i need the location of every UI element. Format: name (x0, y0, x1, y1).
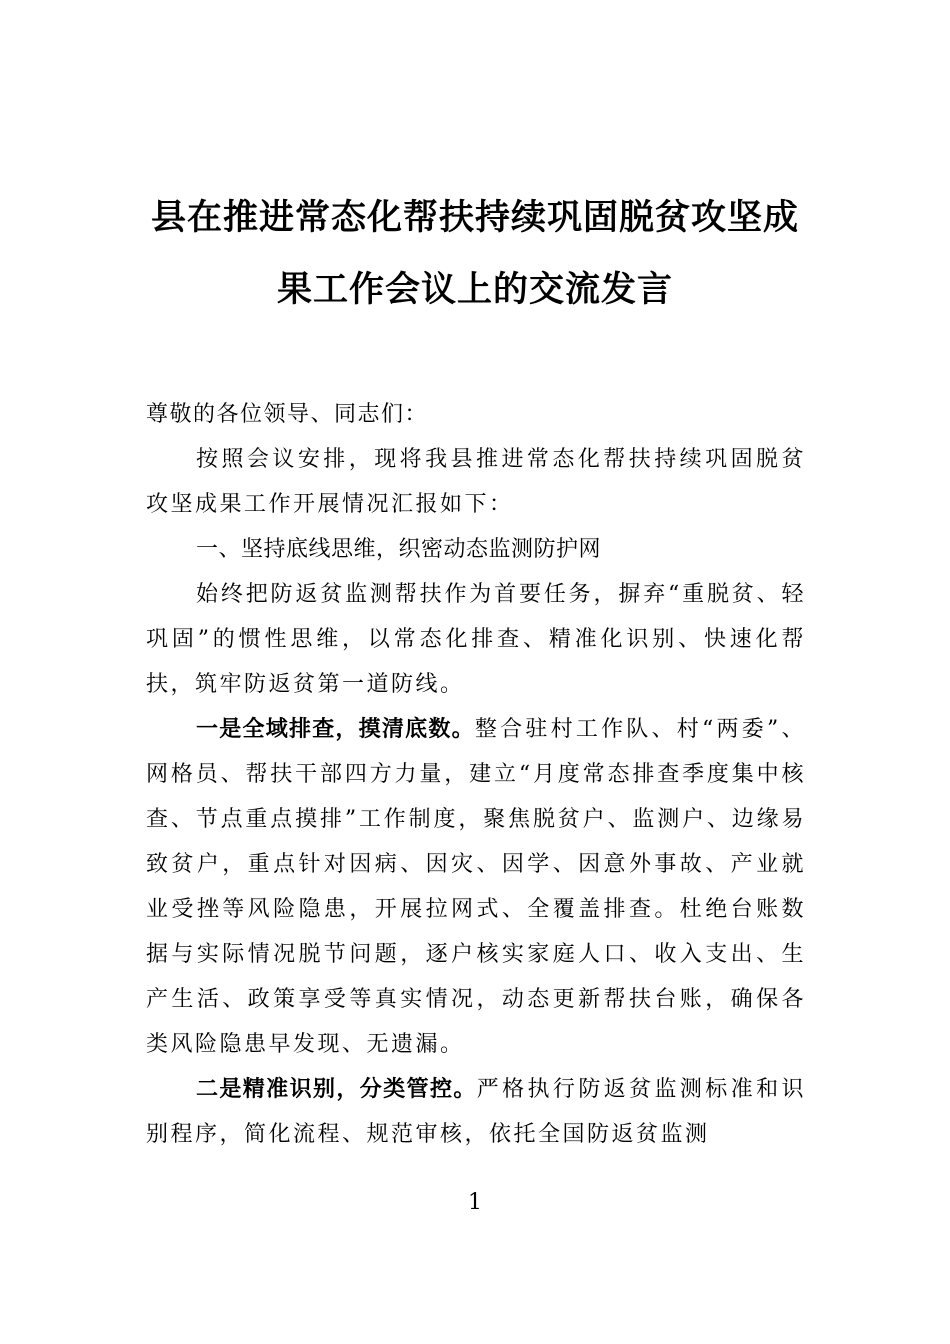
point-2-paragraph (146, 1067, 806, 1157)
intro-paragraph: 按照会议安排，现将我县推进常态化帮扶持续巩固脱贫攻坚成果工作开展情况汇报如下： (146, 447, 806, 517)
point-1-lead: 一是全域排查，摸清底数。 (196, 717, 475, 742)
point-2-lead: 二是精准识别，分类管控。 (196, 1077, 477, 1102)
section-1-paragraph: 始终把防返贫监测帮扶作为首要任务，摒弃“重脱贫、轻巩固”的惯性思维，以常态化排查、精准化识别、快速化帮扶，筑牢防返贫第一道防线。 (146, 582, 806, 697)
point-1-text: 整合驻村工作队、村“两委”、网格员、帮扶干部四方力量，建立“月度常态排查季度集中核查、节点重点摸排”工作制度，聚焦脱贫户、监测户、边缘易致贫户，重点针对因病、因灾、因学、因意外事故、产业就业受挫等风险隐患，开展拉网式、全覆盖排查。杜绝台账数据与实际情况脱节问题，逐户核实家庭人口、收入支出、生产生活、政策享受等真实情况，动态更新帮扶台账，确保各类风险隐患早发现、无遗漏。 (146, 717, 806, 1057)
greeting: 尊敬的各位领导、同志们： (146, 402, 429, 427)
document-title-line-2: 果工作会议上的交流发言 (276, 270, 673, 310)
section-1-heading: 一、坚持底线思维，织密动态监测防护网 (196, 537, 602, 562)
point-2-text: 严格执行防返贫监测标准和识别程序，简化流程、规范审核，依托全国防返贫监测 (146, 1077, 806, 1147)
page-number: 1 (468, 1190, 482, 1215)
document-body (146, 392, 806, 1157)
point-1-paragraph (146, 707, 806, 1067)
document-title-line-1: 县在推进常态化帮扶持续巩固脱贫攻坚成 (150, 198, 799, 238)
